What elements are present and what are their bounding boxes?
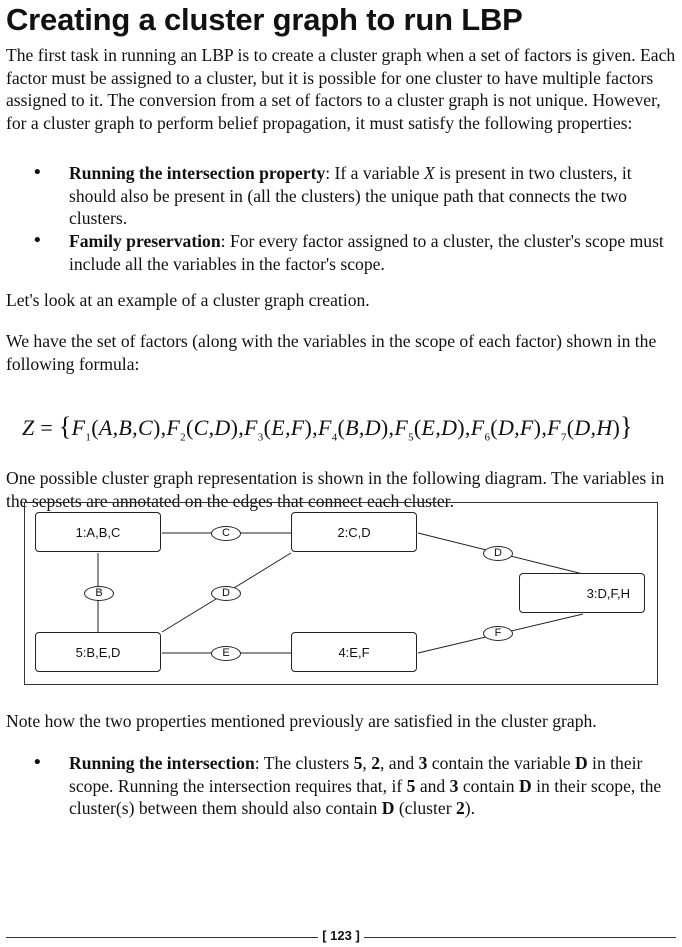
explanation-running-intersection: • Running the intersection: The clusters 5, 2, and 3 contain the variable D in their scope. Running the intersection requires that, if 5 and 3 contain D in their scope, the cluster(s) between them should also contain D (cluster 2). — [32, 752, 662, 818]
intro-paragraph: The first task in running an LBP is to create a cluster graph when a set of factors is given. Each factor must be assigned to a cluster, but it is possible for one cluster to have multiple factors assigned to it. The conversion from a set of factors to a cluster graph is not unique. However, for a cluster graph to perform belief propagation, it must satisfy the following properties: — [6, 45, 676, 133]
sepset-5-4: E — [211, 646, 241, 661]
page-number: [ 123 ] — [0, 928, 682, 943]
note-paragraph: Note how the two properties mentioned previously are satisfied in the cluster graph. — [6, 711, 597, 731]
factor-set-formula: $Z = \{F_1(A,B,C),F_2(C,D),F_3(E,F),F_4(B,D),F_5(E,D),F_6(D,F),F_7(D,H)\}$ — [22, 412, 633, 444]
formula-factor: $F_2(C,D)$ — [166, 415, 239, 444]
cluster-1: 1:A,B,C — [35, 512, 161, 552]
property-running-intersection: • Running the intersection property: If a variable X is present in two clusters, it should also be present in (all the clusters) the unique path that connects the two clusters. — [32, 162, 632, 228]
formula-factor: $F_7(D,H)$ — [547, 415, 621, 444]
bullet-icon: • — [32, 162, 43, 183]
formula-factor: $F_5(E,D)$ — [394, 415, 465, 444]
page-title: Creating a cluster graph to run LBP — [6, 2, 523, 37]
sepset-4-3: F — [483, 626, 513, 641]
factors-intro: We have the set of factors (along with the variables in the scope of each factor) shown in the following formula: — [6, 331, 657, 374]
cluster-5: 5:B,E,D — [35, 632, 161, 672]
bullet-icon: • — [32, 752, 43, 773]
property-term: Running the intersection property — [69, 163, 326, 183]
example-intro: Let's look at an example of a cluster graph creation. — [6, 290, 370, 310]
property-term: Family preservation — [69, 231, 221, 251]
formula-factor: $F_3(E,F)$ — [244, 415, 313, 444]
sepset-5-2: D — [211, 586, 241, 601]
formula-factor: $F_1(A,B,C)$ — [71, 415, 161, 444]
cluster-2: 2:C,D — [291, 512, 417, 552]
bullet-icon: • — [32, 230, 43, 251]
sepset-1-2: C — [211, 526, 241, 541]
cluster-graph-diagram — [24, 502, 658, 685]
sepset-1-5: B — [84, 586, 114, 601]
diagram-intro: One possible cluster graph representation is shown in the following diagram. The variables in the sepsets are annotated on the edges that connect each cluster. — [6, 468, 665, 511]
formula-factor: $F_6(D,F)$ — [470, 415, 542, 444]
formula-factor: $F_4(B,D)$ — [317, 415, 389, 444]
sepset-2-3: D — [483, 546, 513, 561]
cluster-3: 3:D,F,H — [519, 573, 645, 613]
cluster-4: 4:E,F — [291, 632, 417, 672]
property-family-preservation: • Family preservation: For every factor assigned to a cluster, the cluster's scope must include all the variables in the factor's scope. — [32, 230, 664, 274]
